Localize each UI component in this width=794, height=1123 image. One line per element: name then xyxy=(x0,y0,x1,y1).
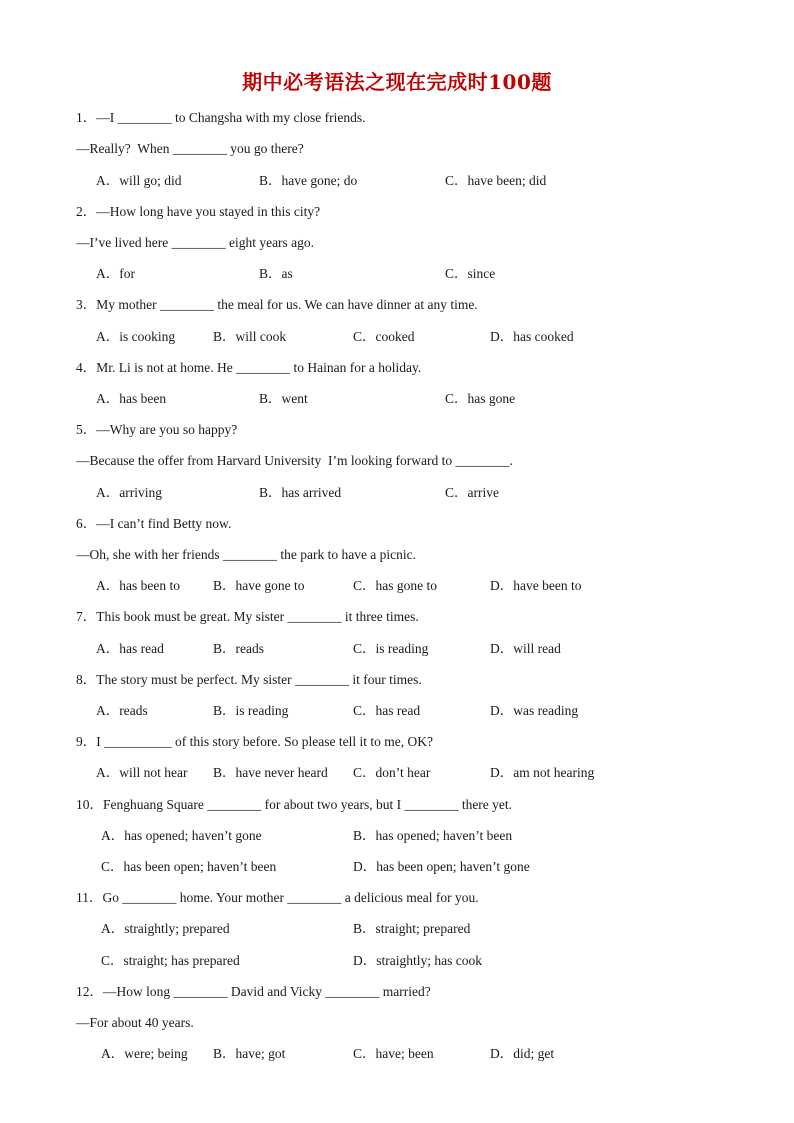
question-8-option-d[interactable]: D．was reading xyxy=(490,703,579,718)
question-12-option-d[interactable]: D．did; get xyxy=(490,1046,555,1061)
question-2-option-c[interactable]: C．since xyxy=(445,266,496,281)
question-10-option-d[interactable]: D．has been open; haven’t gone xyxy=(353,859,530,874)
question-11-option-b[interactable]: B．straight; prepared xyxy=(353,921,471,936)
question-4-option-b[interactable]: B．went xyxy=(259,391,308,406)
question-8-option-b[interactable]: B．is reading xyxy=(213,703,289,718)
question-7-stem: 7．This book must be great. My sister ________ it three times. xyxy=(76,609,419,624)
question-8-option-c[interactable]: C．has read xyxy=(353,703,421,718)
question-1-option-a[interactable]: A．will go; did xyxy=(96,173,182,188)
question-5-option-b[interactable]: B．has arrived xyxy=(259,485,342,500)
question-1-stem: 1．—I ________ to Changsha with my close friends. xyxy=(76,110,366,125)
question-4-stem: 4．Mr. Li is not at home. He ________ to Hainan for a holiday. xyxy=(76,360,422,375)
question-11-option-c[interactable]: C．straight; has prepared xyxy=(101,953,240,968)
question-11-option-d[interactable]: D．straightly; has cook xyxy=(353,953,482,968)
question-10-option-b[interactable]: B．has opened; haven’t been xyxy=(353,828,513,843)
question-3-option-c[interactable]: C．cooked xyxy=(353,329,415,344)
question-6-option-d[interactable]: D．have been to xyxy=(490,578,582,593)
question-9-option-d[interactable]: D．am not hearing xyxy=(490,765,595,780)
question-5-reply: —Because the offer from Harvard University I’m looking forward to ________. xyxy=(76,453,513,468)
question-10-option-c[interactable]: C．has been open; haven’t been xyxy=(101,859,277,874)
question-3-option-b[interactable]: B．will cook xyxy=(213,329,287,344)
question-7-option-d[interactable]: D．will read xyxy=(490,641,561,656)
question-5-option-c[interactable]: C．arrive xyxy=(445,485,499,500)
question-9-stem: 9．I __________ of this story before. So please tell it to me, OK? xyxy=(76,734,433,749)
question-9-option-a[interactable]: A．will not hear xyxy=(96,765,188,780)
question-1-reply: —Really? When ________ you go there? xyxy=(76,141,304,156)
question-6-stem: 6．—I can’t find Betty now. xyxy=(76,516,232,531)
question-12-option-a[interactable]: A．were; being xyxy=(101,1046,188,1061)
question-7-option-a[interactable]: A．has read xyxy=(96,641,164,656)
question-3-option-d[interactable]: D．has cooked xyxy=(490,329,574,344)
question-7-option-c[interactable]: C．is reading xyxy=(353,641,429,656)
question-6-option-b[interactable]: B．have gone to xyxy=(213,578,305,593)
question-4-option-c[interactable]: C．has gone xyxy=(445,391,516,406)
question-12-stem: 12．—How long ________ David and Vicky ________ married? xyxy=(76,984,431,999)
page-title: 期中必考语法之现在完成时100题 xyxy=(242,70,552,94)
question-8-stem: 8．The story must be perfect. My sister ________ it four times. xyxy=(76,672,422,687)
question-2-reply: —I’ve lived here ________ eight years ago. xyxy=(76,235,315,250)
question-12-reply: —For about 40 years. xyxy=(76,1015,194,1030)
question-9-option-b[interactable]: B．have never heard xyxy=(213,765,328,780)
question-2-option-a[interactable]: A．for xyxy=(96,266,135,281)
question-2-stem: 2．—How long have you stayed in this city? xyxy=(76,204,321,219)
question-5-option-a[interactable]: A．arriving xyxy=(96,485,162,500)
question-11-option-a[interactable]: A．straightly; prepared xyxy=(101,921,230,936)
question-3-stem: 3．My mother ________ the meal for us. We can have dinner at any time. xyxy=(76,297,478,312)
question-9-option-c[interactable]: C．don’t hear xyxy=(353,765,431,780)
question-7-option-b[interactable]: B．reads xyxy=(213,641,264,656)
question-2-option-b[interactable]: B．as xyxy=(259,266,293,281)
question-3-option-a[interactable]: A．is cooking xyxy=(96,329,176,344)
question-10-option-a[interactable]: A．has opened; haven’t gone xyxy=(101,828,262,843)
question-12-option-c[interactable]: C．have; been xyxy=(353,1046,434,1061)
question-11-stem: 11．Go ________ home. Your mother ________ a delicious meal for you. xyxy=(76,890,479,905)
question-8-option-a[interactable]: A．reads xyxy=(96,703,148,718)
question-10-stem: 10．Fenghuang Square ________ for about two years, but I ________ there yet. xyxy=(76,797,513,812)
question-12-option-b[interactable]: B．have; got xyxy=(213,1046,286,1061)
question-6-option-c[interactable]: C．has gone to xyxy=(353,578,437,593)
question-5-stem: 5．—Why are you so happy? xyxy=(76,422,238,437)
question-1-option-c[interactable]: C．have been; did xyxy=(445,173,547,188)
question-1-option-b[interactable]: B．have gone; do xyxy=(259,173,358,188)
question-6-reply: —Oh, she with her friends ________ the park to have a picnic. xyxy=(76,547,417,562)
question-4-option-a[interactable]: A．has been xyxy=(96,391,167,406)
question-6-option-a[interactable]: A．has been to xyxy=(96,578,180,593)
